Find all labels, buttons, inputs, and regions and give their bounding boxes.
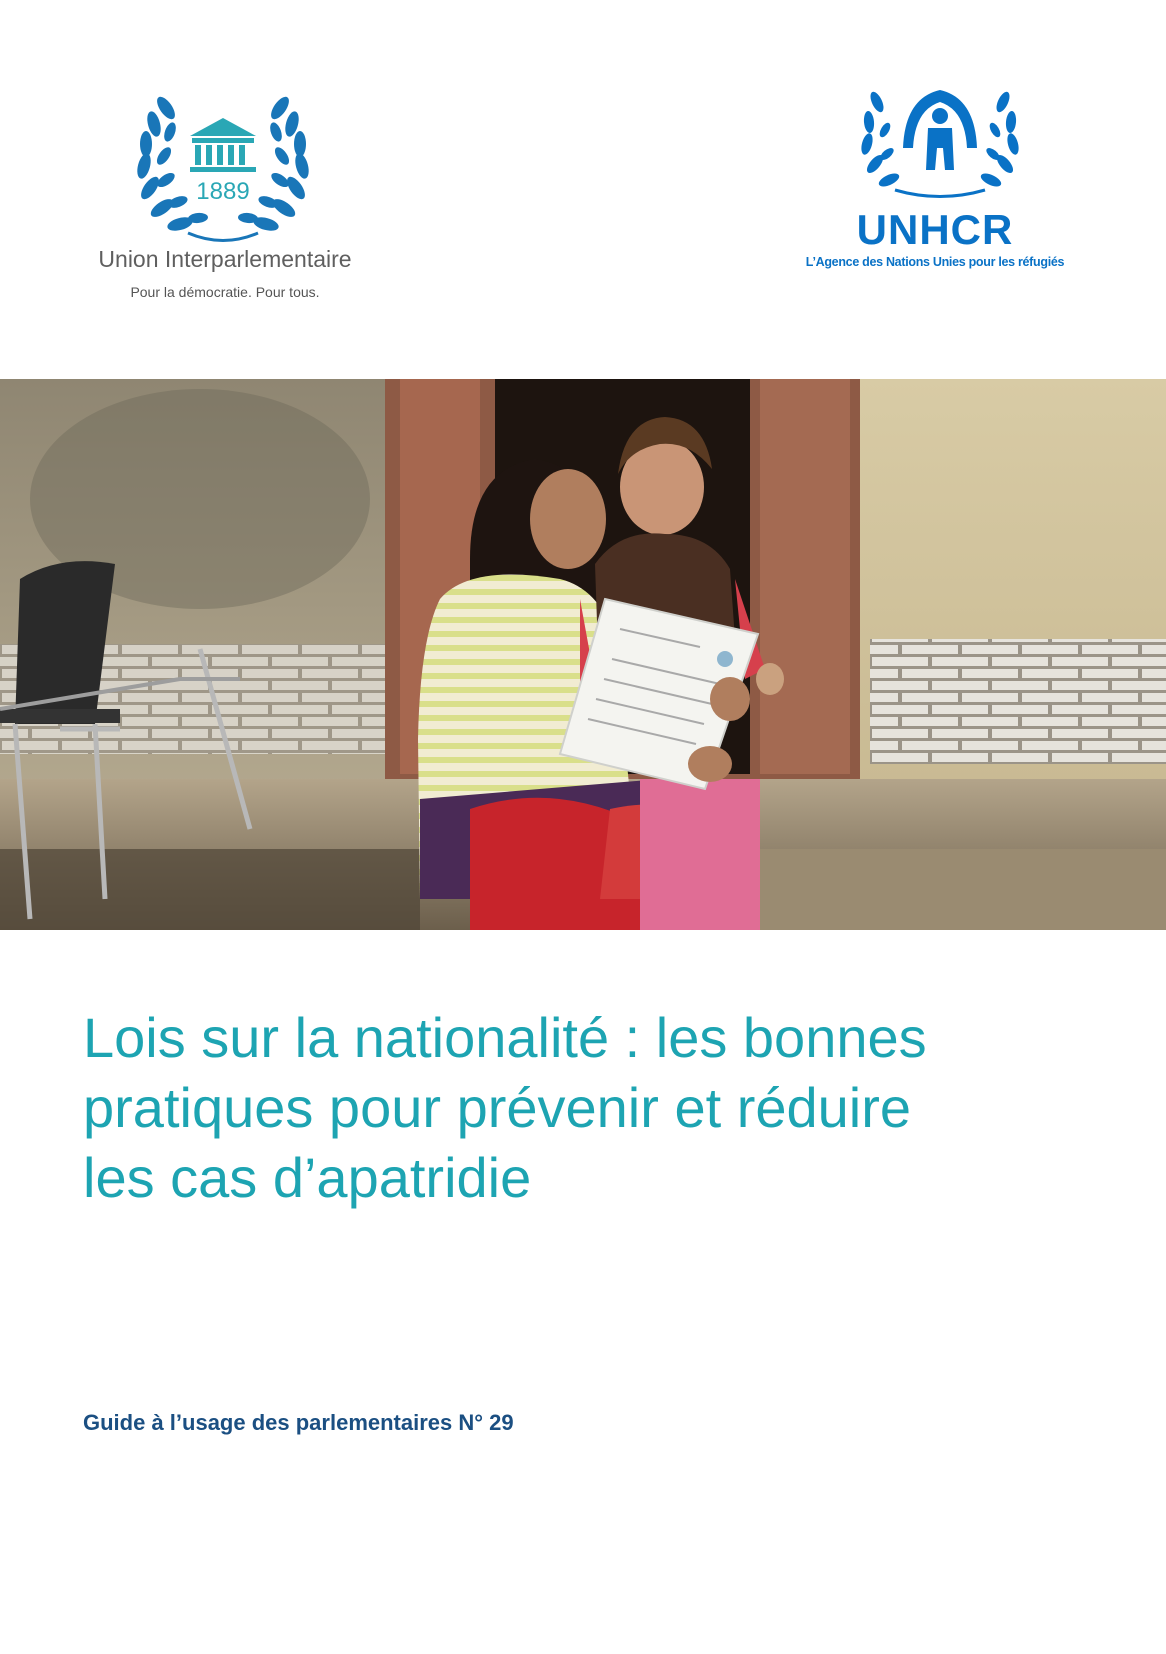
series-subtitle: Guide à l’usage des parlementaires N° 29: [83, 1410, 514, 1435]
ipu-laurel-emblem: [128, 88, 318, 248]
ipu-logo: [80, 88, 370, 308]
unhcr-hands-laurel-emblem: [855, 78, 1025, 208]
unhcr-logo: [770, 78, 1100, 278]
cover-photo: [0, 379, 1166, 930]
title-line: Lois sur la nationalité : les bonnes: [83, 1006, 927, 1069]
ipu-name: Union Interparlementaire: [98, 246, 352, 272]
ipu-tagline: Pour la démocratie. Pour tous.: [130, 284, 320, 300]
ipu-year: 1889: [196, 178, 250, 205]
document-title: [83, 1003, 1083, 1213]
unhcr-tagline: L’Agence des Nations Unies pour les réfugiés: [805, 255, 1065, 269]
title-line: pratiques pour prévenir et réduire: [83, 1076, 912, 1139]
title-line: les cas d’apatridie: [83, 1146, 532, 1209]
unhcr-name: UNHCR: [856, 206, 1014, 253]
